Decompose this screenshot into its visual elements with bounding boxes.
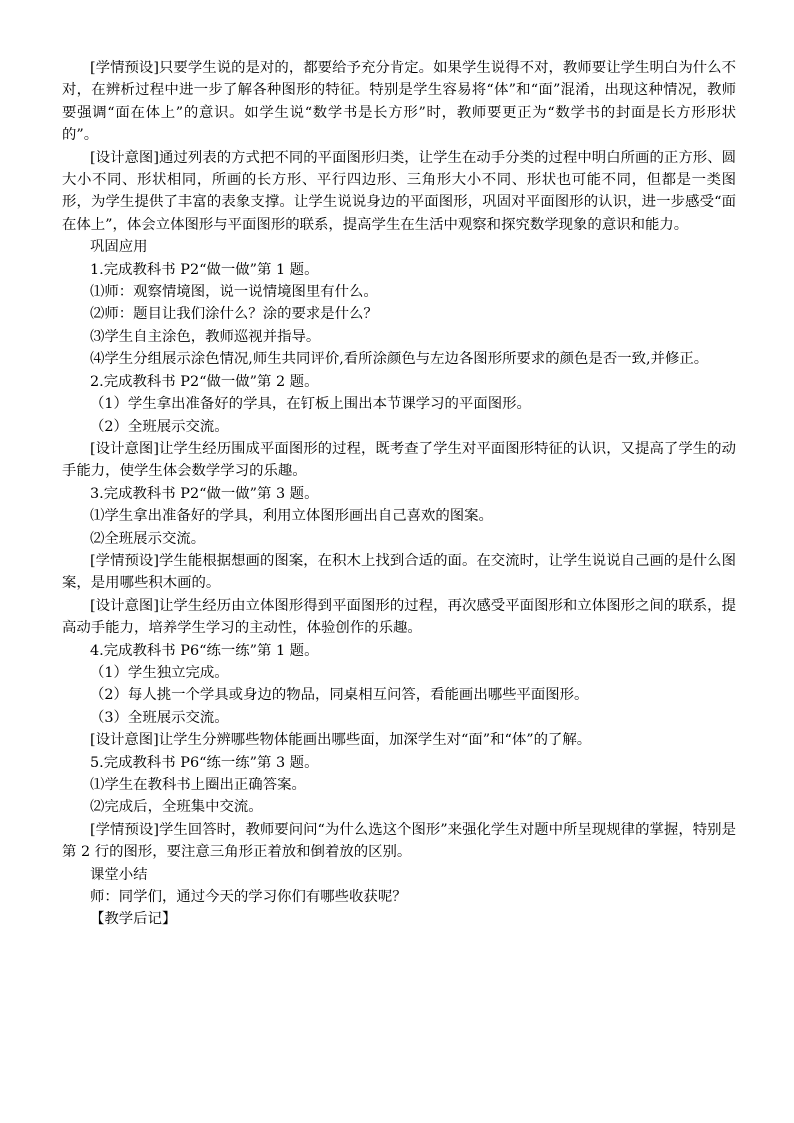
section-heading-summary: 课堂小结 xyxy=(90,866,148,883)
paragraph-design-intent: [设计意图]让学生经历围成平面图形的过程，既考查了学生对平面图形特征的认识，又提高了学生的动手能力，使学生体会数学学习的乐趣。 xyxy=(62,440,736,480)
list-item: ⑴学生拿出准备好的学具，利用立体图形画出自己喜欢的图案。 xyxy=(90,508,493,525)
exercise-heading-5: 5.完成教科书 P6“练一练”第 3 题。 xyxy=(90,754,319,771)
exercise-heading-1: 1.完成教科书 P2“做一做”第 1 题。 xyxy=(90,261,319,278)
list-item: ⑵师：题目让我们涂什么？涂的要求是什么？ xyxy=(90,306,378,323)
list-item: （1）学生独立完成。 xyxy=(90,664,229,681)
list-item: ⑶学生自主涂色，教师巡视并指导。 xyxy=(90,328,321,345)
list-item: （2）全班展示交流。 xyxy=(90,418,229,435)
list-item: （1）学生拿出准备好的学具，在钉板上围出本节课学习的平面图形。 xyxy=(90,396,531,413)
paragraph-design-intent: [设计意图]让学生经历由立体图形得到平面图形的过程，再次感受平面图形和立体图形之间的联系，提高动手能力，培养学生学习的主动性，体验创作的乐趣。 xyxy=(62,597,736,637)
exercise-heading-3: 3.完成教科书 P2“做一做”第 3 题。 xyxy=(90,485,319,502)
paragraph-design-intent: [设计意图]让学生分辨哪些物体能画出哪些面，加深学生对“面”和“体”的了解。 xyxy=(90,732,592,749)
list-item: ⑵完成后，全班集中交流。 xyxy=(90,799,263,816)
list-item: ⑵全班展示交流。 xyxy=(90,530,206,547)
section-heading-consolidation: 巩固应用 xyxy=(90,239,148,256)
teacher-question: 师：同学们，通过今天的学习你们有哪些收获呢？ xyxy=(90,889,407,906)
paragraph-design-intent: [设计意图]通过列表的方式把不同的平面图形归类，让学生在动手分类的过程中明白所画的正方形、圆大小不同、形状相同，所画的长方形、平行四边形、三角形大小不同、形状也可能不同，但都是一类图形，为学生提供了丰富的表象支撑。让学生说说身边的平面图形，巩固对平面图形的认识，进一步感受“面在体上”，体会立体图形与平面图形的联系，提高学生在生活中观察和探究数学现象的意识和能力。 xyxy=(62,149,736,233)
exercise-heading-4: 4.完成教科书 P6“练一练”第 1 题。 xyxy=(90,642,319,659)
list-item: （3）全班展示交流。 xyxy=(90,709,229,726)
list-item: ⑷学生分组展示涂色情况,师生共同评价,看所涂颜色与左边各图形所要求的颜色是否一致,并修正。 xyxy=(90,351,709,368)
paragraph-learning-preset: [学情预设]学生回答时，教师要问问“为什么选这个图形”来强化学生对题中所呈现规律的掌握，特别是第 2 行的图形，要注意三角形正着放和倒着放的区别。 xyxy=(62,821,736,861)
exercise-heading-2: 2.完成教科书 P2“做一做”第 2 题。 xyxy=(90,373,319,390)
list-item: （2）每人挑一个学具或身边的物品，同桌相互问答，看能画出哪些平面图形。 xyxy=(90,687,589,704)
list-item: ⑴学生在教科书上圈出正确答案。 xyxy=(90,777,306,793)
list-item: ⑴师：观察情境图，说一说情境图里有什么。 xyxy=(90,284,378,301)
paragraph-learning-preset: [学情预设]只要学生说的是对的，都要给予充分肯定。如果学生说得不对，教师要让学生明白为什么不对，在辨析过程中进一步了解各种图形的特征。特别是学生容易将“体”和“面”混淆，出现这种情况，教师要强调“面在体上”的意识。如学生说“数学书是长方形”时，教师要更正为“数学书的封面是长方形形状的”。 xyxy=(62,60,736,144)
section-heading-teaching-notes: 【教学后记】 xyxy=(90,911,177,928)
document-body xyxy=(62,57,736,931)
paragraph-learning-preset: [学情预设]学生能根据想画的图案，在积木上找到合适的面。在交流时，让学生说说自己画的是什么图案，是用哪些积木画的。 xyxy=(62,552,736,592)
